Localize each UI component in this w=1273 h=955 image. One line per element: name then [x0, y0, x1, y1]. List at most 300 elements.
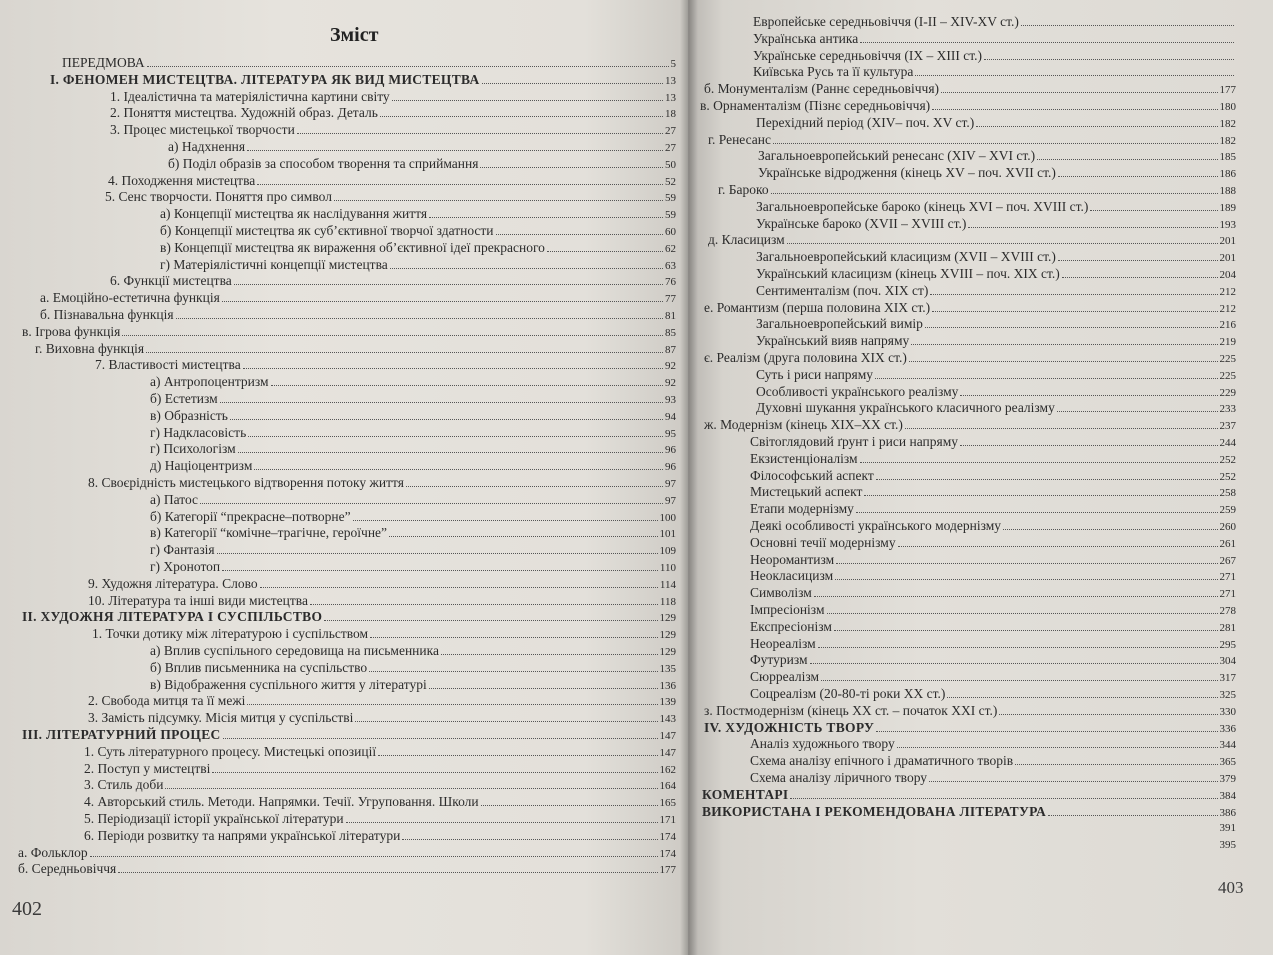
right-toc-entry-title: є. Реалізм (друга половина XIX ст.) [704, 350, 907, 365]
left-toc-entry [150, 559, 676, 576]
left-toc-entry-page: 92 [665, 360, 676, 373]
dot-leader [217, 553, 658, 554]
left-toc-entry-page: 94 [665, 410, 676, 423]
right-toc-entry-title: Перехідний період (XIV– поч. XV ст.) [756, 114, 975, 130]
right-toc-entry-page: 344 [1219, 739, 1236, 752]
right-toc-entry-title: Духовні шукання українського класичного реалізму [756, 400, 1055, 416]
dot-leader [864, 495, 1217, 496]
left-toc-entry [62, 55, 676, 72]
left-toc-entry-title: 4. Авторський стиль. Методи. Напрямки. Течії. Угруповання. Школи [84, 794, 479, 810]
left-toc-entry-page: 77 [665, 293, 676, 306]
left-toc-entry [18, 845, 676, 862]
dot-leader [814, 596, 1218, 597]
left-toc-entry [18, 861, 676, 878]
right-toc-entry-title: Аналіз художнього твору [750, 736, 895, 752]
right-toc-entry-title: Символізм [750, 585, 812, 601]
dot-leader [353, 520, 658, 521]
right-toc-entry-page: 180 [1219, 101, 1236, 113]
left-toc-entry [84, 761, 676, 778]
right-toc-entry-page: 271 [1219, 588, 1236, 601]
dot-leader [911, 344, 1217, 345]
right-toc-entry [704, 703, 1236, 720]
dot-leader [334, 200, 663, 201]
left-toc-entry [110, 122, 676, 139]
left-toc-entry-page: 97 [665, 494, 676, 507]
left-toc-entry [84, 744, 676, 761]
left-toc-entry [150, 374, 676, 391]
left-toc-entry-title: 6. Періоди розвитку та напрями української літератури [84, 827, 401, 843]
left-toc-entry [150, 492, 676, 509]
left-toc-entry-page: 63 [665, 259, 676, 272]
right-toc-entry-title: Неореалізм [750, 635, 816, 651]
dot-leader [984, 59, 1234, 60]
dot-leader [234, 284, 663, 285]
left-toc-entry-page: 62 [665, 242, 676, 255]
left-toc-entry-page: 143 [659, 713, 676, 726]
right-toc-entry-page: 384 [1219, 789, 1236, 802]
dot-leader [1015, 764, 1217, 765]
right-toc-entry [750, 468, 1236, 485]
left-toc-entry [88, 593, 676, 610]
right-toc-entry-title: Український класицизм (кінець XVIII – поч. XIX ст.) [756, 266, 1060, 281]
left-toc-entry-page: 129 [659, 629, 676, 642]
dot-leader [876, 479, 1218, 480]
right-toc-entry [758, 148, 1236, 165]
left-toc-entry-page: 5 [670, 58, 676, 70]
right-toc-entry-title: Українська антика [753, 30, 859, 46]
left-toc-entry-page: 162 [659, 763, 676, 776]
right-toc-entry-title: Імпресіонізм [750, 602, 825, 617]
left-toc-entry-page: 60 [665, 226, 676, 238]
right-toc-entry-page: 237 [1219, 420, 1236, 433]
right-toc-entry-page: 259 [1219, 504, 1236, 517]
right-toc-entry-page: 204 [1219, 269, 1236, 281]
left-toc-entry-title: 7. Властивості мистецтва [95, 357, 241, 373]
left-toc-entry-page: 109 [659, 545, 676, 558]
left-toc-entry [160, 223, 676, 240]
left-toc-entry-page: 27 [665, 142, 676, 154]
left-toc-entry-title: 5. Періодизації історії української літератури [84, 811, 344, 826]
right-toc-entry-page: 258 [1219, 487, 1236, 500]
right-toc-entry-title: ВИКОРИСТАНА І РЕКОМЕНДОВАНА ЛІТЕРАТУРА [702, 803, 1047, 819]
left-toc-entry-page: 129 [659, 646, 676, 658]
left-toc-entry-title: г. Виховна функція [35, 340, 145, 356]
left-toc-entry [150, 525, 676, 542]
left-toc-entry-title: 2. Поняття мистецтва. Художній образ. Деталь [110, 105, 378, 121]
left-toc-entry-title: б. Середньовіччя [18, 861, 117, 877]
left-toc-entry-title: а) Вплив суспільного середовища на письменника [150, 643, 439, 658]
left-toc-entry-page: 18 [665, 108, 676, 121]
right-toc-entry [756, 115, 1236, 132]
right-toc-entry [756, 216, 1236, 233]
dot-leader [355, 721, 657, 722]
right-toc-entry-page: 278 [1219, 605, 1236, 617]
left-toc-entry-title: в. Ігрова функція [22, 323, 121, 339]
dot-leader [122, 335, 663, 336]
dot-leader [909, 361, 1218, 362]
page-number-left: 402 [12, 898, 42, 920]
dot-leader [932, 311, 1217, 312]
left-toc-entry-page: 93 [665, 394, 676, 406]
left-toc-entry [92, 626, 676, 643]
right-toc-entry-title: КОМЕНТАРІ [702, 786, 789, 802]
left-toc-entry-title: 4. Походження мистецтва [108, 172, 256, 188]
right-toc-entry [750, 669, 1236, 686]
left-toc-entry [35, 341, 676, 358]
right-toc-entry-title: Загальноевропейський ренесанс (XIV – XVI ст.) [758, 148, 1036, 164]
right-toc-entry [756, 367, 1236, 384]
toc-title: Зміст [330, 24, 379, 46]
right-toc-entry-page: 177 [1219, 84, 1236, 97]
dot-leader [147, 66, 669, 67]
left-toc-entry-title: в) Відображення суспільного життя у літературі [150, 676, 427, 692]
left-toc-entry-title: в) Образність [150, 407, 228, 423]
right-toc-entry-title: Загальноевропейське бароко (кінець XVI – поч. XVIII ст.) [756, 198, 1089, 214]
left-toc-entry-title: г) Фантазія [150, 542, 215, 558]
dot-leader [402, 839, 657, 840]
dot-leader [787, 243, 1218, 244]
right-toc-entry-title: г. Бароко [718, 182, 769, 197]
left-toc-entry-page: 13 [665, 74, 676, 87]
left-toc-entry [22, 324, 676, 341]
dot-leader [925, 327, 1218, 328]
right-toc-entry [718, 182, 1236, 199]
right-toc-entry [750, 434, 1236, 451]
right-toc-entry-page: 267 [1219, 554, 1236, 567]
left-toc-entry-title: б) Концепції мистецтва як суб’єктивної творчої здатности [160, 223, 494, 238]
right-toc-entry [756, 283, 1236, 300]
right-toc-entry-page: 325 [1219, 689, 1236, 701]
left-toc-entry [150, 643, 676, 660]
left-toc-entry-title: а) Надхнення [168, 139, 246, 154]
right-toc-entry-title: б. Монументалізм (Раннє середньовіччя) [704, 81, 940, 97]
left-toc-entry [150, 391, 676, 408]
dot-leader [389, 536, 657, 537]
right-toc-entry [753, 31, 1236, 47]
left-toc-entry-title: ІІІ. ЛІТЕРАТУРНИЙ ПРОЦЕС [22, 727, 221, 742]
right-toc-entry-page: 185 [1219, 151, 1236, 164]
right-toc-entry-page: 317 [1219, 672, 1236, 685]
dot-leader [480, 167, 663, 168]
right-toc-entry [756, 384, 1236, 401]
left-toc-entry [95, 357, 676, 374]
dot-leader [976, 126, 1217, 127]
dot-leader [1003, 529, 1217, 530]
left-toc-entry-page: 136 [659, 679, 676, 692]
left-toc-entry-title: 5. Сенс творчости. Поняття про символ [105, 189, 332, 205]
dot-leader [247, 704, 657, 705]
dot-leader [260, 587, 658, 588]
right-toc-entry-page: 182 [1219, 117, 1236, 130]
right-toc-entry-title: ж. Модернізм (кінець XIX–XX ст.) [704, 417, 903, 433]
left-toc-entry-title: 2. Поступ у мистецтві [84, 760, 211, 776]
right-toc-entry [704, 417, 1236, 434]
left-toc-entry-title: а. Емоційно-естетична функція [40, 290, 220, 306]
right-toc-entry [756, 333, 1236, 350]
dot-leader [310, 604, 658, 605]
left-toc-entry-title: 1. Ідеалістична та матеріялістична картини світу [110, 88, 390, 104]
left-toc-entry-title: 3. Процес мистецької творчости [110, 122, 295, 138]
left-toc-entry-page: 52 [665, 175, 676, 188]
right-toc-entry [758, 165, 1236, 182]
dot-leader [378, 755, 657, 756]
left-toc-entry [88, 693, 676, 710]
right-page [688, 0, 1273, 955]
dot-leader [827, 613, 1218, 614]
right-toc-entry-title: Неокласицизм [750, 568, 834, 584]
left-toc-entry-title: д) Націоцентризм [150, 458, 253, 474]
left-toc-entry-page: 171 [659, 814, 676, 826]
left-toc-entry [150, 509, 676, 526]
dot-leader [790, 798, 1217, 799]
right-toc-entry-page: 244 [1219, 437, 1236, 449]
left-toc-entry [150, 458, 676, 475]
dot-leader [441, 654, 658, 655]
right-toc-entry [750, 602, 1236, 619]
dot-leader [429, 217, 663, 218]
right-toc-entry [704, 81, 1236, 98]
left-toc-entry-page: 13 [665, 91, 676, 104]
right-toc-entry-page: 188 [1219, 185, 1236, 197]
left-toc-entry-title: 2. Свобода митця та її межі [88, 693, 246, 709]
dot-leader [118, 872, 657, 873]
dot-leader [960, 395, 1217, 396]
right-toc-entry-title: Загальноевропейський вимір [756, 316, 923, 332]
left-toc-entry-page: 76 [665, 276, 676, 289]
right-toc-entry [756, 199, 1236, 216]
dot-leader [212, 772, 657, 773]
dot-leader [810, 663, 1218, 664]
left-toc-entry [88, 710, 676, 727]
right-toc-entry-page: 252 [1219, 470, 1236, 483]
left-toc-entry-title: 1. Точки дотику між літературою і суспільством [92, 626, 369, 642]
dot-leader [771, 193, 1218, 194]
right-toc-entry-title: IV. ХУДОЖНІСТЬ ТВОРУ [704, 719, 875, 735]
left-toc-entry-page: 96 [665, 461, 676, 474]
right-toc-entry [750, 552, 1236, 569]
left-toc-entry [105, 189, 676, 206]
left-toc-entry-title: а) Антропоцентризм [150, 374, 269, 390]
right-toc-entry-page: 225 [1219, 369, 1236, 382]
left-toc-entry-page: 101 [659, 528, 676, 541]
left-toc-entry [110, 273, 676, 290]
right-toc-entry-title: Світоглядовий ґрунт і риси напряму [750, 434, 958, 449]
left-toc-entry [22, 727, 676, 744]
dot-leader [380, 116, 663, 117]
left-toc-entry-title: г) Матеріялістичні концепції мистецтва [160, 256, 388, 272]
left-toc-entry-title: а) Патос [150, 491, 199, 507]
right-toc-entry [702, 804, 1236, 821]
left-toc-entry-title: б) Естетизм [150, 391, 218, 406]
right-toc-entry-page: 182 [1219, 134, 1236, 147]
dot-leader [905, 428, 1218, 429]
dot-leader [898, 546, 1218, 547]
right-toc-entry [750, 652, 1236, 669]
left-toc-entry-page: 129 [659, 612, 676, 625]
right-toc-entry-title: Схема аналізу ліричного твору [750, 770, 928, 785]
right-toc-entry-title: е. Романтизм (перша половина XIX ст.) [704, 299, 931, 315]
dot-leader [836, 563, 1217, 564]
dot-leader [429, 688, 658, 689]
right-toc-entry-title: Українське бароко (XVII – XVIII ст.) [756, 215, 967, 231]
left-toc-entry-page: 81 [665, 310, 676, 322]
left-toc-entry-page: 96 [665, 444, 676, 457]
left-toc-entry-title: в) Категорії “комічне–трагічне, героїчне” [150, 525, 388, 541]
right-toc-entry-page: 261 [1219, 537, 1236, 550]
left-toc-entry-page: 135 [659, 662, 676, 675]
right-toc-entry-title: Суть і риси напряму [756, 366, 874, 382]
left-toc-entry-page: 177 [659, 864, 676, 877]
right-toc-entry [756, 400, 1236, 417]
left-toc-entry-page: 147 [659, 746, 676, 759]
dot-leader [860, 462, 1218, 463]
right-toc-entry [750, 535, 1236, 552]
right-toc-entry [750, 501, 1236, 518]
left-toc-entry [150, 542, 676, 559]
right-toc-entry-page: 216 [1219, 319, 1236, 332]
right-toc-entry [750, 518, 1236, 535]
right-toc-entry [704, 720, 1236, 737]
left-toc-entry [160, 240, 676, 257]
left-toc-entry-title: 9. Художня література. Слово [88, 575, 258, 591]
right-toc-entry-page: 395 [1219, 839, 1236, 852]
left-toc-entry-page: 174 [659, 830, 676, 843]
right-toc-entry-page: 229 [1219, 386, 1236, 399]
dot-leader [1058, 176, 1218, 177]
left-toc-entry [150, 408, 676, 425]
right-toc-entry-title: Сюрреалізм [750, 669, 820, 685]
left-toc-entry-title: 10. Література та інші види мистецтва [88, 592, 308, 608]
right-toc-entry-page: 295 [1219, 638, 1236, 651]
left-toc-entry [168, 139, 676, 156]
right-toc-entry-page: 201 [1219, 252, 1236, 265]
dot-leader [1037, 159, 1217, 160]
right-toc-entry [702, 787, 1236, 804]
right-toc-entry-page: 212 [1219, 285, 1236, 298]
right-toc-entry-title: Мистецький аспект [750, 484, 863, 500]
dot-leader [915, 75, 1234, 76]
right-toc-entry [750, 686, 1236, 703]
right-toc-entry-title: Українське відродження (кінець XV – поч. XVII ст.) [758, 165, 1056, 181]
dot-leader [369, 671, 657, 672]
dot-leader [230, 419, 663, 420]
left-toc-entry [150, 660, 676, 677]
dot-leader [392, 100, 663, 101]
dot-leader [897, 747, 1218, 748]
dot-leader [390, 268, 663, 269]
left-toc-entry [84, 811, 676, 828]
dot-leader [90, 856, 658, 857]
dot-leader [222, 301, 663, 302]
right-toc-entry [753, 14, 1236, 30]
dot-leader [860, 42, 1234, 43]
left-toc-entry [160, 206, 676, 223]
right-toc-entry-title: Деякі особливості українського модернізму [750, 518, 1002, 533]
right-toc-entry-page: 304 [1219, 655, 1236, 668]
left-toc-entry-title: г) Хронотоп [150, 559, 221, 574]
left-toc-entry-title: 1. Суть літературного процесу. Мистецькі опозиції [84, 743, 377, 759]
dot-leader [346, 822, 658, 823]
right-toc-entry [750, 619, 1236, 636]
right-toc-entry [750, 568, 1236, 585]
dot-leader [834, 630, 1218, 631]
dot-leader [254, 469, 663, 470]
left-toc-entry-page: 139 [659, 696, 676, 709]
dot-leader [960, 445, 1218, 446]
dot-leader [1021, 25, 1234, 26]
right-toc-entry-page: 233 [1219, 403, 1236, 416]
right-toc-entry-page: 391 [1219, 822, 1236, 835]
right-toc-entry-page: 336 [1219, 722, 1236, 735]
right-toc-entry-title: Основні течії модернізму [750, 534, 896, 550]
right-toc-entry-page: 201 [1219, 235, 1236, 248]
dot-leader [1062, 277, 1218, 278]
dot-leader [930, 294, 1217, 295]
left-toc-entry-title: б) Категорії “прекрасне–потворне” [150, 508, 351, 524]
dot-leader [481, 805, 658, 806]
dot-leader [271, 385, 663, 386]
dot-leader [821, 680, 1217, 681]
right-toc-entry [750, 753, 1236, 770]
right-toc-entry-page: 330 [1219, 705, 1236, 718]
right-toc-entry-page: 260 [1219, 521, 1236, 533]
right-toc-entry-page: 212 [1219, 302, 1236, 315]
dot-leader [222, 570, 658, 571]
left-toc-entry-title: ПЕРЕДМОВА [62, 55, 145, 70]
left-toc-entry-title: б. Пізнавальна функція [40, 307, 174, 322]
left-toc-entry [22, 609, 676, 626]
page-number-right: 403 [1218, 878, 1244, 897]
left-toc-entry-page: 114 [659, 578, 676, 591]
left-toc-entry-title: 6. Функції мистецтва [110, 273, 232, 289]
dot-leader [999, 714, 1217, 715]
right-toc-entry-title: Схема аналізу епічного і драматичного творів [750, 753, 1014, 769]
right-toc-entry-title: д. Класицизм [708, 232, 785, 248]
right-toc-entry [708, 232, 1236, 249]
left-toc-entry [50, 72, 676, 89]
left-toc-entry [40, 307, 676, 324]
left-toc-entry [168, 156, 676, 173]
left-toc-entry-title: г) Надкласовість [150, 424, 247, 440]
left-toc-entry-title: а) Концепції мистецтва як наслідування життя [160, 206, 428, 222]
right-toc-entry-title: Соцреалізм (20-80-ті роки XX ст.) [750, 686, 946, 701]
left-toc-entry-page: 174 [659, 847, 676, 860]
dot-leader [243, 368, 663, 369]
dot-leader [547, 251, 663, 252]
right-toc-entry [753, 48, 1236, 64]
left-toc-entry [88, 475, 676, 492]
dot-leader [1048, 815, 1217, 816]
right-toc-entry [750, 451, 1236, 468]
left-toc-entry [84, 777, 676, 794]
dot-leader [875, 378, 1217, 379]
right-toc-entry [750, 585, 1236, 602]
right-toc-entry-page: 386 [1219, 806, 1236, 819]
right-toc-entry [704, 350, 1236, 367]
right-toc-entry [756, 266, 1236, 283]
left-toc-entry [110, 105, 676, 122]
right-toc-entry [702, 820, 1236, 836]
dot-leader [968, 227, 1217, 228]
dot-leader [324, 620, 657, 621]
left-toc-entry-title: б) Вплив письменника на суспільство [150, 659, 368, 675]
left-toc-entry-title: г) Психологізм [150, 441, 236, 457]
left-toc-entry [110, 89, 676, 106]
left-toc-entry-title: І. ФЕНОМЕН МИСТЕЦТВА. ЛІТЕРАТУРА ЯК ВИД МИСТЕЦТВА [50, 71, 480, 87]
right-toc-entry [753, 64, 1236, 80]
right-toc-entry-title: Европейське середньовіччя (I-II – XIV-XV ст.) [753, 14, 1019, 29]
left-toc-entry-page: 92 [665, 377, 676, 390]
